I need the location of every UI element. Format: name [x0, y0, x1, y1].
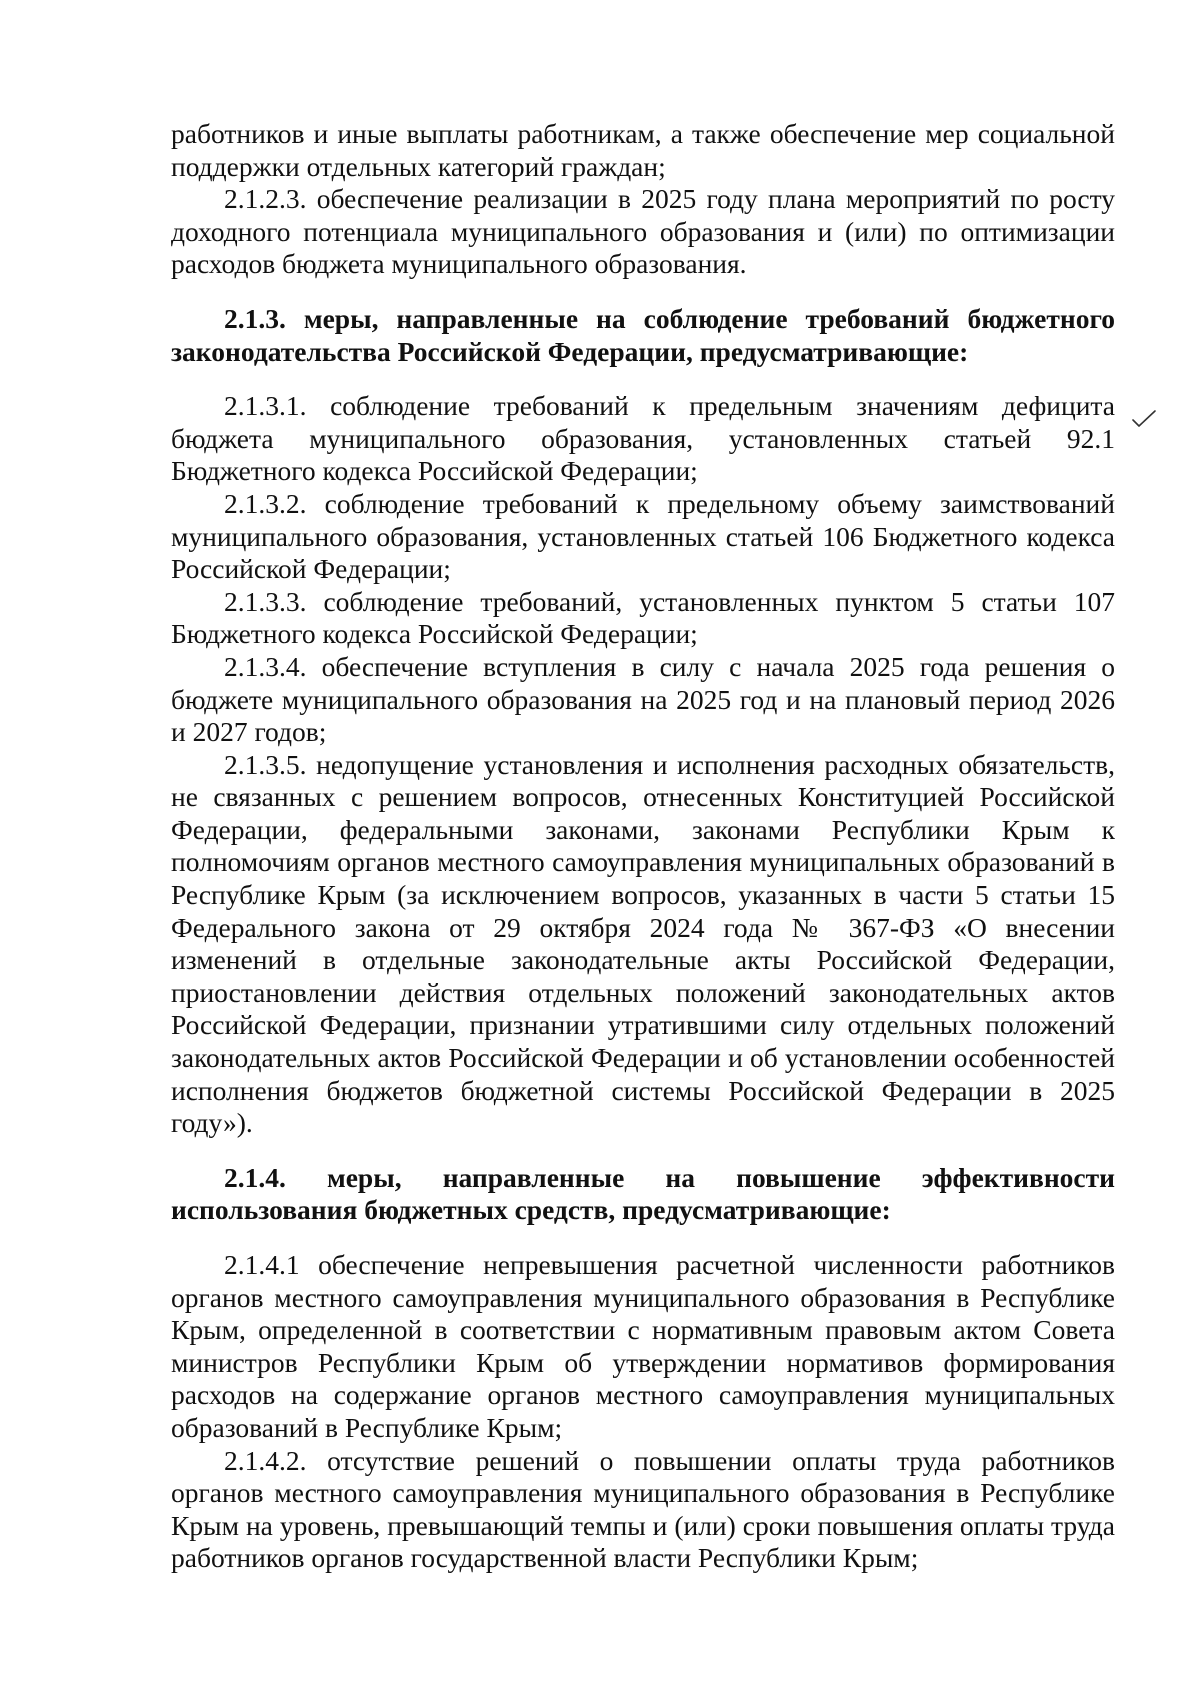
- paragraph-2-1-3-4: 2.1.3.4. обеспечение вступления в силу с начала 2025 года решения о бюджете муниципального образования на 2025 год и на плановый период 2026 и 2027 годов;: [171, 650, 1115, 748]
- paragraph-2-1-3-2: 2.1.3.2. соблюдение требований к предельному объему заимствований муниципального образования, установленных статьей 106 Бюджетного кодекса Российской Федерации;: [171, 487, 1115, 585]
- paragraph-2-1-4-2: 2.1.4.2. отсутствие решений о повышении оплаты труда работников органов местного самоуправления муниципального образования в Республике Крым на уровень, превышающий темпы и (или) сроки повышения оплаты труда работников органов государственной власти Республики Крым;: [171, 1444, 1115, 1574]
- paragraph-2-1-3-5: 2.1.3.5. недопущение установления и исполнения расходных обязательств, не связанных с решением вопросов, отнесенных Конституцией Российской Федерации, федеральными законами, законами Республики Крым к полномочиям органов местного самоуправления муниципальных образований в Республике Крым (за исключением вопросов, указанных в части 5 статьи 15 Федерального закона от 29 октября 2024 года № 367-ФЗ «О внесении изменений в отдельные законодательные акты Российской Федерации, приостановлении действия отдельных положений законодательных актов Российской Федерации, признании утратившими силу отдельных положений законодательных актов Российской Федерации и об установлении особенностей исполнения бюджетов бюджетной системы Российской Федерации в 2025 году»).: [171, 748, 1115, 1139]
- paragraph-2-1-3-3: 2.1.3.3. соблюдение требований, установленных пунктом 5 статьи 107 Бюджетного кодекса Российской Федерации;: [171, 585, 1115, 650]
- heading-2-1-3: 2.1.3. меры, направленные на соблюдение требований бюджетного законодательства Российской Федерации, предусматривающие:: [171, 302, 1115, 367]
- paragraph-2-1-4-1: 2.1.4.1 обеспечение непревышения расчетной численности работников органов местного самоуправления муниципального образования в Республике Крым, определенной в соответствии с нормативным правовым актом Совета министров Республики Крым об утверждении нормативов формирования расходов на содержание органов местного самоуправления муниципальных образований в Республике Крым;: [171, 1249, 1115, 1443]
- paragraph-continuation: работников и иные выплаты работникам, а также обеспечение мер социальной поддержки отдельных категорий граждан;: [171, 118, 1115, 182]
- document-page: [171, 118, 1115, 1575]
- paragraph-2-1-3-1: 2.1.3.1. соблюдение требований к предельным значениям дефицита бюджета муниципального образования, установленных статьей 92.1 Бюджетного кодекса Российской Федерации;: [171, 390, 1115, 487]
- paragraph-2-1-2-3: 2.1.2.3. обеспечение реализации в 2025 году плана мероприятий по росту доходного потенциала муниципального образования и (или) по оптимизации расходов бюджета муниципального образования.: [171, 183, 1115, 280]
- handwritten-check-mark-icon: [1130, 408, 1158, 430]
- heading-2-1-4: 2.1.4. меры, направленные на повышение эффективности использования бюджетных средств, предусматривающие:: [171, 1161, 1115, 1226]
